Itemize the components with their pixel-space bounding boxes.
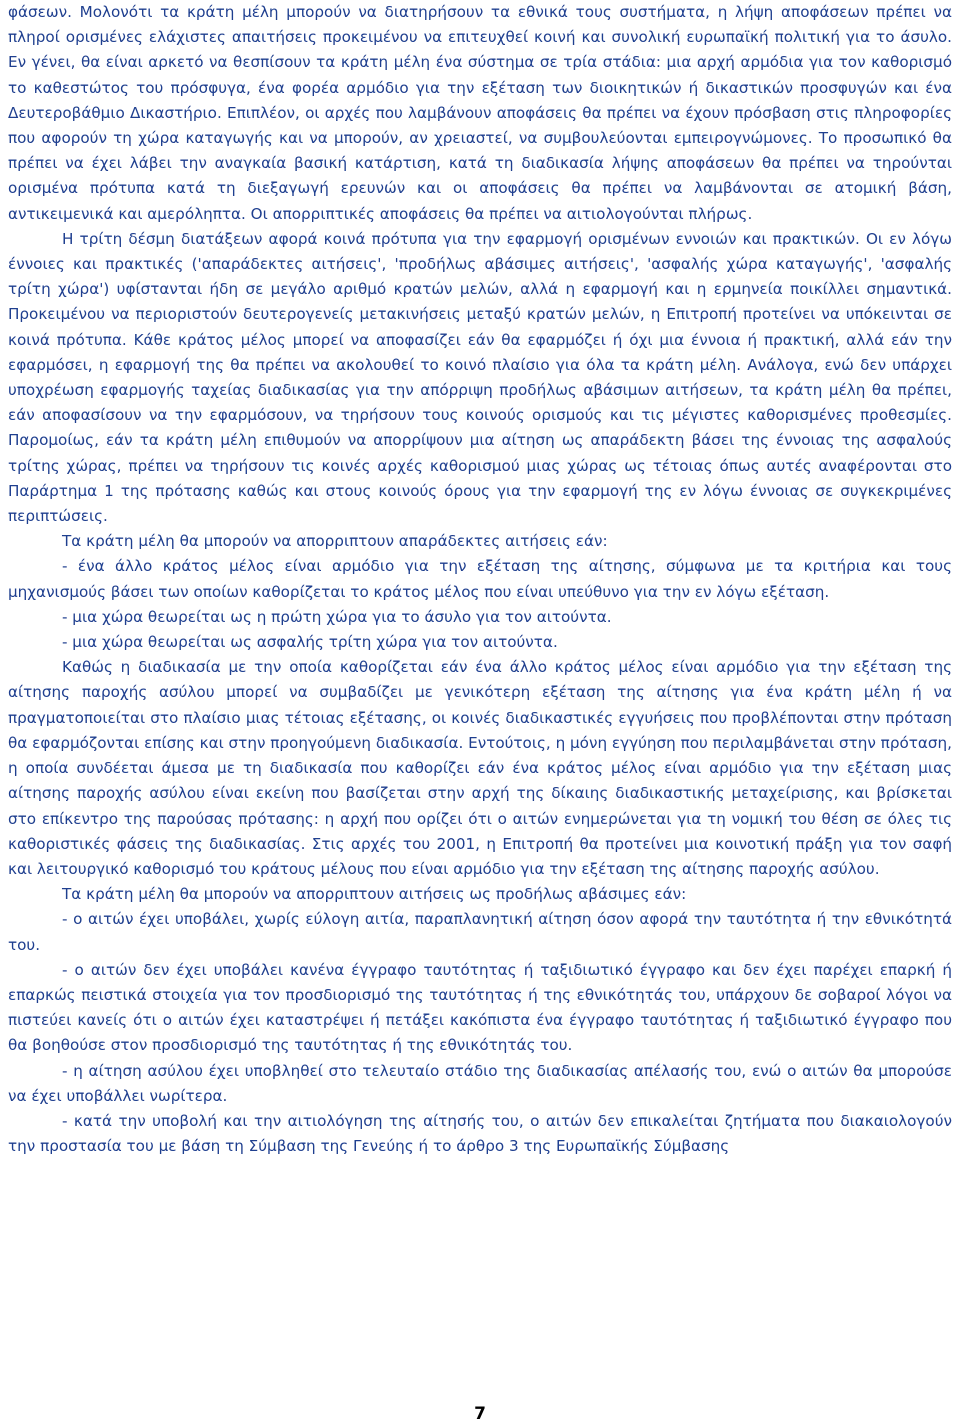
list-item-other-member-state: - ένα άλλο κράτος μέλος είναι αρμόδιο για την εξέταση της αίτησης, σύμφωνα με τα κριτήρια και τους μηχανισμούς βάσει των οποίων καθορίζεται το κράτος μέλος που είναι υπεύθυνο για την εν λόγω εξέταση. — [8, 557, 952, 601]
paragraph-inadmissible-intro: Τα κράτη μέλη θα μπορούν να απορριπτουν απαράδεκτες αιτήσεις εάν: — [62, 532, 608, 551]
paragraph-unfounded-intro: Τα κράτη μέλη θα μπορούν να απορριπτουν αιτήσεις ως προδήλως αβάσιμες εάν: — [62, 885, 687, 904]
page-number: 7 — [474, 1404, 486, 1424]
list-item-safe-third-country: - μια χώρα θεωρείται ως ασφαλής τρίτη χώρα για τον αιτούντα. — [62, 633, 558, 652]
list-item-no-protection-grounds: - κατά την υποβολή και την αιτιολόγηση της αίτησής του, ο αιτών δεν επικαλείται ζητήματα που διακαιολογούν την προστασία του με βάση τη Σύμβαση της Γενεύης ή το άρθρο 3 της Ευρωπαϊκής Σύμβασης — [8, 1111, 952, 1156]
document-page — [8, 0, 952, 1428]
list-item-first-country-asylum: - μια χώρα θεωρείται ως η πρώτη χώρα για το άσυλο για τον αιτούντα. — [62, 607, 612, 626]
list-item-late-application: - η αίτηση ασύλου έχει υποβληθεί στο τελευταίο στάδιο της διαδικασίας απέλασής του, ενώ ο αιτών θα μπορούσε να έχει υποβάλλει νωρίτερα. — [8, 1061, 952, 1105]
paragraph-third-set-provisions: Η τρίτη δέσμη διατάξεων αφορά κοινά πρότυπα για την εφαρμογή ορισμένων εννοιών και πρακτικών. Οι εν λόγω έννοιες και πρακτικές ('απαράδεκτες αιτήσεις', 'προδήλως αβάσιμες αιτήσεις', 'ασφαλής χώρα καταγωγής', 'ασφαλής τρίτη χώρα') υφίστανται ήδη σε μεγάλο αριθμό κρατών μελών, αλλά η εφαρμογή και η ερμηνεία ποικίλλει σημαντικά. Προκειμένου να περιοριστούν δευτερογενείς μετακινήσεις μεταξύ κρατών μελών, η Επιτροπή προτείνει να υπόκεινται σε κοινά πρότυπα. Κάθε κράτος μέλος μπορεί να αποφασίζει εάν θα εφαρμόζει ή όχι μια έννοια ή πρακτική, αλλά εάν την εφαρμόσει, η εφαρμογή της θα πρέπει να ακολουθεί το κοινό πλαίσιο για όλα τα κράτη μέλη. Ανάλογα, ενώ δεν υπάρχει υποχρέωση εφαρμογής ταχείας διαδικασίας για την απόρριψη προδήλως αβάσιμων αιτήσεων, τα κράτη μέλη θα πρέπει, εάν αποφασίσουν να την εφαρμόσουν, να τηρήσουν τους κοινούς ορισμούς και τις μέγιστες καθορισμένες προθεσμίες. Παρομοίως, εάν τα κράτη μέλη επιθυμούν να απορρίψουν μια αίτηση ως απαράδεκτη βάσει της έννοιας της ασφαλούς τρίτης χώρας, πρέπει να τηρήσουν τις κοινές αρχές καθορισμού μιας χώρας ως τέτοιας όπως αυτές αναφέρονται στο Παράρτημα 1 της πρότασης καθώς και στους κοινούς όρους για την εφαρμογή της εν λόγω έννοιας σε συγκεκριμένες περιπτώσεις. — [8, 229, 952, 526]
list-item-misleading-identity: - ο αιτών έχει υποβάλει, χωρίς εύλογη αιτία, παραπλανητική αίτηση όσον αφορά την ταυτότητα ή την εθνικότητά του. — [8, 910, 952, 954]
list-item-no-identity-documents: - ο αιτών δεν έχει υποβάλει κανένα έγγραφο ταυτότητας ή ταξιδιωτικό έγγραφο και δεν έχει παρέχει επαρκή ή επαρκώς πειστικά στοιχεία για τον προσδιορισμό της ταυτότητας ή της εθνικότητάς του, υπάρχουν δε σοβαροί λόγοι να πιστεύει κανείς ότι ο αιτών έχει καταστρέψει ή πετάξει κακόπιστα ένα έγγραφο ταυτότητας ή ταξιδιωτικό έγγραφο που θα βοηθούσε στον προσδιορισμό της ταυτότητας ή της εθνικότητάς του. — [8, 960, 952, 1055]
paragraph-decision-making: φάσεων. Μολονότι τα κράτη μέλη μπορούν να διατηρήσουν τα εθνικά τους συστήματα, η λήψη αποφάσεων πρέπει να πληροί ορισμένες ελάχιστες απαιτήσεις προκειμένου να επιτευχθεί κοινή και συνολική ευρωπαϊκή πολιτική για το άσυλο. Εν γένει, θα είναι αρκετό να θεσπίσουν τα κράτη μέλη ένα σύστημα σε τρία στάδια: μια αρχή αρμόδια για τον καθορισμό το καθεστώτος του πρόσφυγα, ένα φορέα αρμόδιο για την εξέταση των διοικητικών ή δικαστικών προσφυγών και ένα Δευτεροβάθμιο Δικαστήριο. Επιπλέον, οι αρχές που λαμβάνουν αποφάσεις θα πρέπει να έχουν πρόσβαση στις πληροφορίες που αφορούν τη χώρα καταγωγής και να μπορούν, αν χρειαστεί, να συμβουλεύονται εμπειρογνώμονες. Το προσωπικό θα πρέπει να έχει λάβει την αναγκαία βασική κατάρτιση, κατά τη διαδικασία λήψης αποφάσεων θα πρέπει να τηρούνται ορισμένα πρότυπα κατά τη διεξαγωγή ερευνών και οι αποφάσεις θα πρέπει να λαμβάνονται σε ατομική βάση, αντικειμενικά και αμερόληπτα. Οι απορριπτικές αποφάσεις θα πρέπει να αιτιολογούνται πλήρως. — [8, 3, 952, 223]
paragraph-responsible-state-procedure: Καθώς η διαδικασία με την οποία καθορίζεται εάν ένα άλλο κράτος μέλος είναι αρμόδιο για την εξέταση της αίτησης παροχής ασύλου μπορεί να συμβαδίζει με γενικότερη εξέταση της αίτησης για ένα κράτη μέλη ή να πραγματοποιείται στο πλαίσιο μιας τέτοιας εξέτασης, οι κοινές διαδικαστικές εγγυήσεις που προβλέπονται στην πρόταση θα εφαρμόζονται επίσης και στην προηγούμενη διαδικασία. Εντούτοις, η μόνη εγγύηση που περιλαμβάνεται στην πρόταση, η οποία συνδέεται άμεσα με τη διαδικασία που καθορίζει εάν ένα κράτος μέλος είναι αρμόδιο για την εξέταση μιας αίτησης παροχής ασύλου είναι εκείνη που βασίζεται στην αρχή της δίκαιης διαδικαστικής μεταχείρισης, και βρίσκεται στο επίκεντρο της παρούσας πρότασης: η αρχή που ορίζει ότι ο αιτών ενημερώνεται για τη νομική του θέση σε όλες τις καθοριστικές φάσεις της διαδικασίας. Στις αρχές του 2001, η Επιτροπή θα προτείνει μια κοινοτική πράξη για τον σαφή και λειτουργικό καθορισμό του κράτους μέλους που είναι αρμόδιο για την εξέταση της αίτησης παροχής ασύλου. — [8, 658, 952, 878]
document-body — [8, 0, 952, 1159]
